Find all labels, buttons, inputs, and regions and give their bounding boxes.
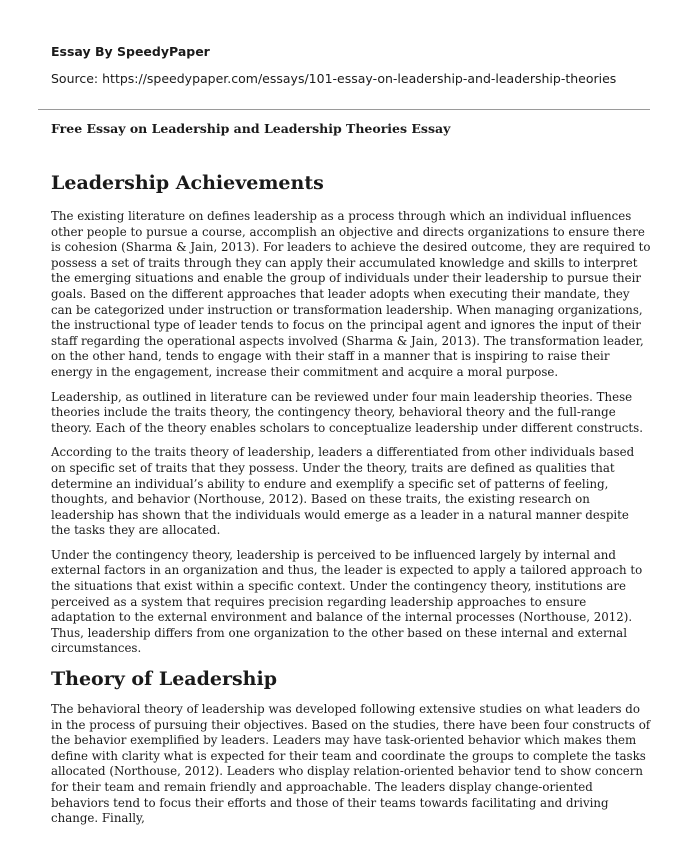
brand-label: Essay By SpeedyPaper (51, 44, 210, 59)
paragraph: Under the contingency theory, leadership is perceived to be influenced largely by internal and external factors in an organization and thus, the leader is expected to apply a tailored approach to the situations that exist within a specific context. Under the contingency theory, institutions are perceived as a system that requires precision regarding leadership approaches to ensure adaptation to the external environment and balance of the internal processes (Northouse, 2012). Thus, leadership differs from one organization to the other based on these internal and external circumstances. (51, 547, 643, 656)
section-heading: Leadership Achievements (51, 172, 324, 194)
paragraph: According to the traits theory of leadership, leaders a differentiated from other individuals based on specific set of traits that they possess. Under the theory, traits are defined as qualities that determine an individual’s ability to endure and exemplify a specific set of patterns of feeling, thoughts, and behavior (Northouse, 2012). Based on these traits, the existing research on leadership has shown that the individuals would emerge as a leader in a natural manner despite the tasks they are allocated. (51, 445, 635, 538)
source-link[interactable]: Source: https://speedypaper.com/essays/101-essay-on-leadership-and-leadership-theories (51, 71, 617, 86)
header-divider (38, 109, 650, 110)
essay-title: Free Essay on Leadership and Leadership Theories Essay (51, 121, 451, 136)
paragraph: The existing literature on defines leadership as a process through which an individual influences other people to pursue a course, accomplish an objective and directs organizations to ensure there is cohesion (Sharma & Jain, 2013). For leaders to achieve the desired outcome, they are required to possess a set of traits through they can apply their accumulated knowledge and skills to interpret the emerging situations and enable the group of individuals under their leadership to pursue their goals. Based on the different approaches that leader adopts when executing their mandate, they can be categorized under instruction or transformation leadership. When managing organizations, the instructional type of leader tends to focus on the principal agent and ignores the input of their staff regarding the operational aspects involved (Sharma & Jain, 2013). The transformation leader, on the other hand, tends to engage with their staff in a manner that is inspiring to raise their energy in the engagement, increase their commitment and acquire a moral purpose. (51, 209, 651, 379)
essay-body (51, 170, 651, 836)
section-heading: Theory of Leadership (51, 668, 277, 691)
paragraph: Leadership, as outlined in literature can be reviewed under four main leadership theories. These theories include the traits theory, the contingency theory, behavioral theory and the full-range theory. Each of the theory enables scholars to conceptualize leadership under different constructs. (51, 389, 643, 435)
paragraph: The behavioral theory of leadership was developed following extensive studies on what leaders do in the process of pursuing their objectives. Based on the studies, there have been four constructs of the behavior exemplified by leaders. Leaders may have task-oriented behavior which makes them define with clarity what is expected for their team and coordinate the groups to complete the tasks allocated (Northouse, 2012). Leaders who display relation-oriented behavior tend to show concern for their team and remain friendly and approachable. The leaders display change-oriented behaviors tend to focus their efforts and those of their teams towards facilitating and driving change. Finally, (51, 702, 651, 826)
